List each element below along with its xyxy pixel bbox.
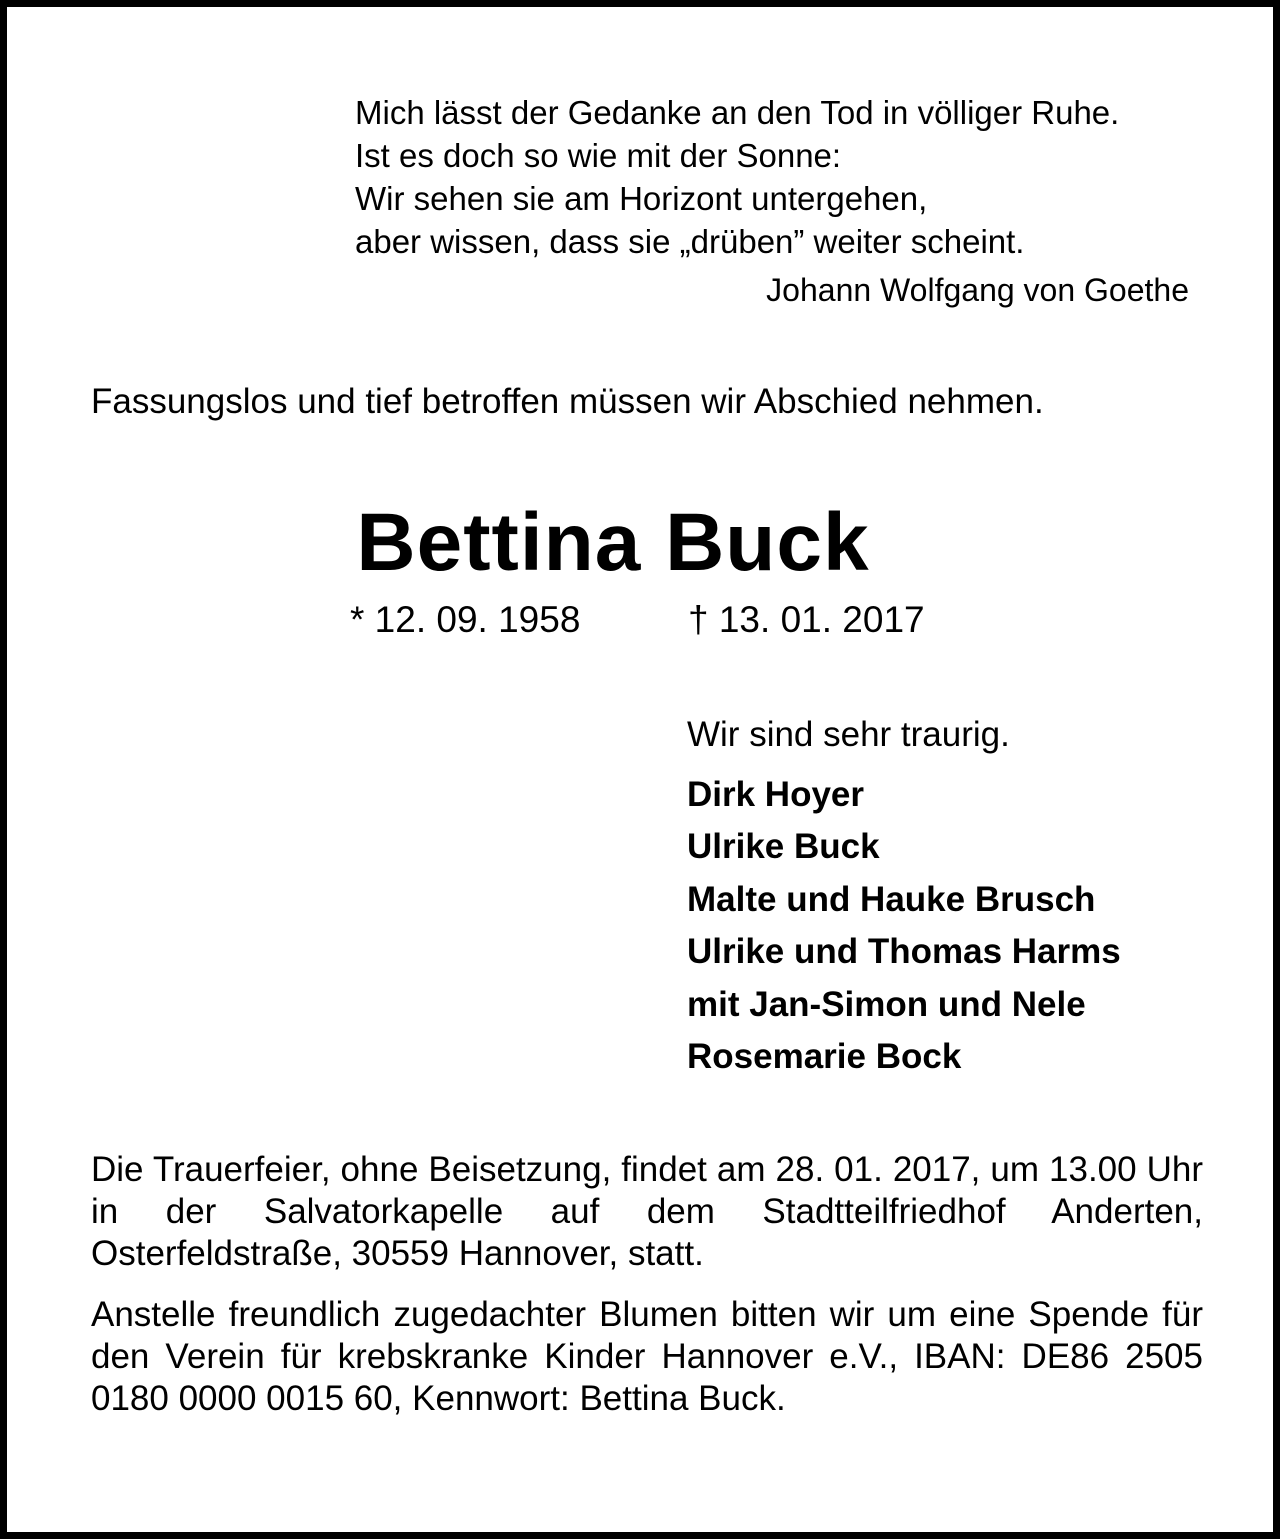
mourners-block [687, 712, 1121, 1083]
quote-line-4: aber wissen, dass sie „drüben” weiter scheint. [355, 223, 1025, 260]
death-date: † 13. 01. 2017 [688, 599, 925, 640]
mourning-statement: Wir sind sehr traurig. [687, 715, 1010, 754]
quote-author: Johann Wolfgang von Goethe [766, 272, 1189, 308]
donation-request: Anstelle freundlich zugedachter Blumen bitten wir um eine Spende für den Verein für krebskranke Kinder Hannover e.V., IBAN: DE86 2505 0180 0000 0015 60, Kennwort: Bettina Buck. [91, 1295, 1203, 1418]
mourner-name: mit Jan-Simon und Nele [687, 984, 1086, 1024]
mourner-name: Dirk Hoyer [687, 775, 865, 814]
mourner-name: Malte und Hauke Brusch [687, 879, 1096, 919]
birth-date: * 12. 09. 1958 [350, 599, 581, 640]
mourner-name: Rosemarie Bock [687, 1037, 962, 1077]
funeral-details: Die Trauerfeier, ohne Beisetzung, findet am 28. 01. 2017, um 13.00 Uhr in der Salvatorkapelle auf dem Stadtteilfriedhof Anderten, Osterfeldstraße, 30559 Hannover, statt. [91, 1150, 1203, 1273]
mourner-name: Ulrike Buck [687, 827, 880, 867]
quote-line-1: Mich lässt der Gedanke an den Tod in völliger Ruhe. [355, 94, 1120, 131]
intro-statement: Fassungslos und tief betroffen müssen wir Abschied nehmen. [91, 382, 1044, 421]
quote-line-3: Wir sehen sie am Horizont untergehen, [355, 180, 928, 217]
goethe-quote [355, 91, 1215, 263]
deceased-name: Bettina Buck [356, 497, 870, 588]
mourner-name: Ulrike und Thomas Harms [687, 932, 1121, 972]
quote-line-2: Ist es doch so wie mit der Sonne: [355, 137, 842, 174]
